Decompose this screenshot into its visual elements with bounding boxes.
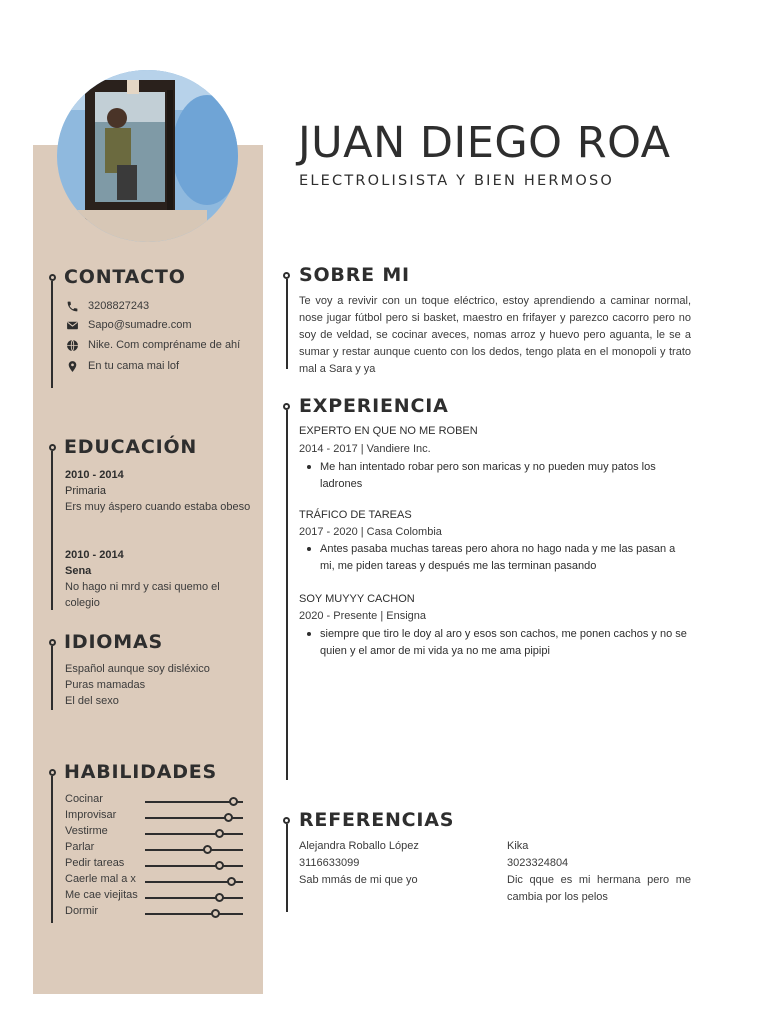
job-title: TRÁFICO DE TAREAS (299, 509, 412, 521)
about-heading: SOBRE MI (299, 264, 410, 286)
job-title: SOY MUYYY CACHON (299, 593, 415, 605)
reference-note: Dic qque es mi hermana pero me cambia por los pelos (507, 874, 691, 903)
skill-level-knob (211, 909, 220, 918)
job-bullets (320, 459, 692, 493)
skill-level-bar (145, 833, 243, 835)
contact-phone-text: 3208827243 (88, 300, 150, 312)
timeline-dot (283, 403, 290, 410)
skill-level-knob (215, 893, 224, 902)
about-text: Te voy a revivir con un toque eléctrico, estoy aprendiendo a caminar normal, nose jugar fútbol pero si basket, maestro en frifayer y parezco cacorro pero no soy de veldad, se cocinar aveces, nomas arroz y huevo pero aguanta, le se a sumar y restar aunque cuento con los dedos, tengo plata en el monopoli y trato mal a Sara y ya (299, 295, 691, 375)
skill-level-bar (145, 865, 243, 867)
profile-photo (57, 70, 238, 242)
education-desc: No hago ni mrd y casi quemo el colegio (65, 581, 220, 609)
profile-photo-image (57, 70, 238, 242)
contact-web (66, 337, 240, 353)
education-dates: 2010 - 2014 (65, 469, 124, 481)
job-meta: 2020 - Presente | Ensigna (299, 610, 426, 622)
skill-label: Parlar (65, 841, 95, 853)
skill-level-bar (145, 881, 243, 883)
reference-name: Alejandra Roballo López (299, 840, 419, 852)
job-bullet: siempre que tiro le doy al aro y esos son cachos, me ponen cachos y no se quien y el amor de mi vida ya no me ama pipipi (320, 626, 692, 660)
timeline-dot (283, 817, 290, 824)
skill-label: Pedir tareas (65, 857, 125, 869)
skill-label: Dormir (65, 905, 98, 917)
contact-heading: CONTACTO (64, 266, 186, 288)
job-bullets (320, 541, 692, 575)
contact-email-text: Sapo@sumadre.com (88, 319, 192, 331)
timeline-dot (49, 444, 56, 451)
skill-level-knob (203, 845, 212, 854)
skill-label: Me cae viejitas (65, 889, 138, 901)
contact-location (66, 358, 179, 374)
web-icon (66, 339, 79, 352)
skill-level-bar (145, 897, 243, 899)
email-icon (66, 319, 79, 332)
reference-item (507, 838, 691, 906)
timeline-line (51, 281, 53, 388)
education-item (65, 547, 255, 611)
skills-heading: HABILIDADES (64, 761, 218, 783)
languages-list (65, 661, 255, 709)
timeline-line (51, 646, 53, 710)
skill-level-knob (229, 797, 238, 806)
reference-phone: 3116633099 (299, 857, 360, 869)
experience-heading: EXPERIENCIA (299, 395, 449, 417)
skill-level-knob (224, 813, 233, 822)
job-meta: 2014 - 2017 | Vandiere Inc. (299, 443, 431, 455)
job-title: EXPERTO EN QUE NO ME ROBEN (299, 425, 478, 437)
timeline-line (51, 451, 53, 610)
reference-name: Kika (507, 840, 529, 852)
reference-phone: 3023324804 (507, 857, 569, 869)
contact-location-text: En tu cama mai lof (88, 360, 180, 372)
languages-heading: IDIOMAS (64, 631, 163, 653)
skill-level-bar (145, 913, 243, 915)
education-heading: EDUCACIÓN (64, 436, 198, 458)
timeline-dot (49, 274, 56, 281)
timeline-dot (49, 639, 56, 646)
education-dates: 2010 - 2014 (65, 549, 124, 561)
timeline-line (286, 410, 288, 780)
references-heading: REFERENCIAS (299, 809, 455, 831)
reference-item (299, 838, 489, 889)
skill-level-bar (145, 817, 243, 819)
education-desc: Ers muy áspero cuando estaba obeso (65, 501, 251, 513)
contact-phone (66, 298, 149, 314)
job-meta: 2017 - 2020 | Casa Colombia (299, 526, 442, 538)
location-icon (66, 360, 79, 373)
skill-level-knob (215, 829, 224, 838)
job-bullet: Antes pasaba muchas tareas pero ahora no hago nada y me las pasan a mi, me piden tareas y después me las terminan pasando (320, 541, 692, 575)
skill-level-knob (215, 861, 224, 870)
education-title: Primaria (65, 485, 106, 497)
language-item: Puras mamadas (65, 679, 146, 691)
candidate-name: JUAN DIEGO ROA (298, 118, 671, 168)
education-title: Sena (65, 565, 92, 577)
skill-label: Improvisar (65, 809, 117, 821)
skill-label: Caerle mal a x (65, 873, 136, 885)
contact-web-text: Nike. Com compréname de ahí (88, 339, 241, 351)
job-bullet: Me han intentado robar pero son maricas y no pueden muy patos los ladrones (320, 459, 692, 493)
timeline-dot (283, 272, 290, 279)
skill-level-bar (145, 801, 243, 803)
reference-note: Sab mmás de mi que yo (299, 874, 418, 886)
timeline-line (286, 279, 288, 369)
candidate-subtitle: ELECTROLISISTA Y BIEN HERMOSO (299, 173, 614, 189)
timeline-line (51, 776, 53, 923)
contact-email (66, 317, 192, 333)
job-bullets (320, 626, 692, 660)
skill-level-bar (145, 849, 243, 851)
skill-label: Cocinar (65, 793, 103, 805)
timeline-line (286, 824, 288, 912)
timeline-dot (49, 769, 56, 776)
education-item (65, 467, 255, 515)
skill-label: Vestirme (65, 825, 108, 837)
skill-level-knob (227, 877, 236, 886)
language-item: El del sexo (65, 695, 119, 707)
phone-icon (66, 300, 79, 313)
language-item: Español aunque soy disléxico (65, 663, 210, 675)
